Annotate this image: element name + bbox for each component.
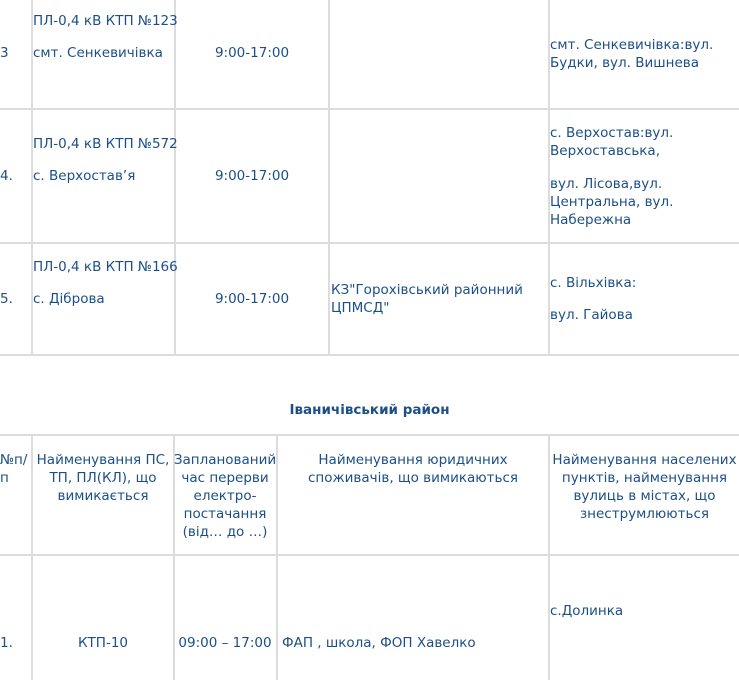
streets-line: вул. Гайова <box>550 307 633 323</box>
consumers-line: ЦПМСД" <box>331 300 390 316</box>
streets-line: Центральна, вул. <box>550 194 674 210</box>
line-name: ПЛ-0,4 кВ КТП №123 <box>33 13 178 29</box>
outage-time: 9:00-17:00 <box>214 291 290 307</box>
header-time: (від… до …) <box>182 524 268 540</box>
line-name: ПЛ-0,4 кВ КТП №166 <box>33 259 178 275</box>
row-divider <box>0 242 739 244</box>
streets-line: с. Верхостав:вул. <box>550 125 674 141</box>
outage-time: 09:00 – 17:00 <box>178 635 272 651</box>
streets-line: Верхоставська, <box>550 143 660 159</box>
district-title: Іваничівський район <box>289 402 450 418</box>
header-time: електро- <box>193 488 257 504</box>
header-number: п <box>0 470 9 486</box>
consumers: ФАП , школа, ФОП Хавелко <box>282 635 476 651</box>
header-object: Найменування ПС, <box>36 452 170 468</box>
header-places: знеструмлюються <box>579 506 710 522</box>
streets-line: смт. Сенкевичівка:вул. <box>550 37 714 53</box>
row-divider <box>0 354 739 356</box>
row-divider <box>0 108 739 110</box>
settlement-name: с. Верхостав’я <box>33 168 136 184</box>
line-name: ПЛ-0,4 кВ КТП №572 <box>33 136 178 152</box>
header-time: Запланований <box>173 452 277 468</box>
header-places: Найменування населених <box>552 452 737 468</box>
streets-line: Набережна <box>550 212 632 228</box>
header-number: №п/ <box>0 452 28 468</box>
object-name: КТП-10 <box>77 635 129 651</box>
header-object: вимикається <box>57 488 149 504</box>
header-places: вулиць в містах, що <box>573 488 716 504</box>
streets-line: Будки, вул. Вишнева <box>550 55 700 71</box>
header-time: час перерви <box>181 470 269 486</box>
row-number: 4. <box>0 168 13 184</box>
header-consumers: Найменування юридичних <box>318 452 508 468</box>
header-object: ТП, ПЛ(КЛ), що <box>49 470 157 486</box>
header-consumers: споживачів, що вимикаються <box>307 470 519 486</box>
column-divider <box>328 0 330 356</box>
settlement-name: с. Діброва <box>33 291 105 307</box>
row-divider <box>0 434 739 436</box>
streets-line: вул. Лісова,вул. <box>550 176 663 192</box>
consumers-line: КЗ"Горохівський районний <box>331 282 523 298</box>
outage-time: 9:00-17:00 <box>214 45 290 61</box>
settlement-name: смт. Сенкевичівка <box>33 45 163 61</box>
row-divider <box>0 554 739 556</box>
row-number: 1. <box>0 635 13 651</box>
row-number: 3 <box>0 45 9 61</box>
streets-line: с. Вільхівка: <box>550 275 637 291</box>
row-number: 5. <box>0 291 13 307</box>
outage-time: 9:00-17:00 <box>214 168 290 184</box>
header-places: пунктів, найменування <box>561 470 728 486</box>
header-time: постачання <box>183 506 267 522</box>
settlement-name: с.Долинка <box>550 603 624 619</box>
